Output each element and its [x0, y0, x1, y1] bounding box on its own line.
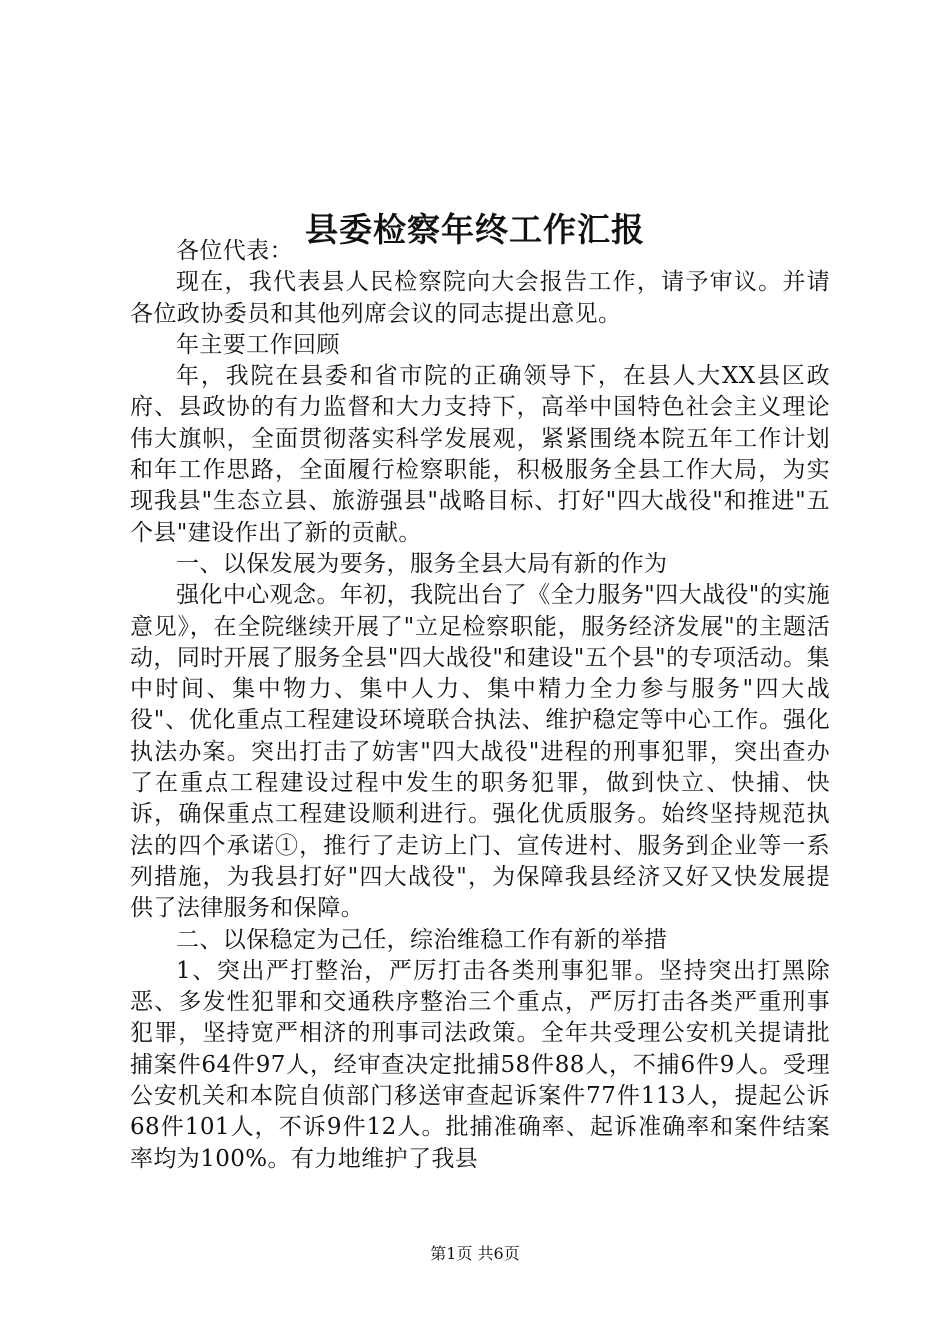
section-heading: 年主要工作回顾: [176, 331, 340, 358]
section-heading: 一、以保发展为要务，服务全县大局有新的作为: [176, 550, 668, 577]
document-title: 县委检察年终工作汇报: [305, 210, 645, 250]
salutation: 各位代表：: [176, 238, 293, 264]
paragraph: 现在，我代表县人民检察院向大会报告工作，请予审议。并请各位政协委员和其他列席会议的同志提出意见。: [130, 269, 830, 327]
paragraph: 年，我院在县委和省市院的正确领导下，在县人大XX县区政府、县政协的有力监督和大力支持下，高举中国特色社会主义理论伟大旗帜，全面贯彻落实科学发展观，紧紧围绕本院五年工作计划和年工作思路，全面履行检察职能，积极服务全县工作大局，为实现我县"生态立县、旅游强县"战略目标、打好"四大战役"和推进"五个县"建设作出了新的贡献。: [130, 363, 830, 546]
paragraph: 1、突出严打整治，严厉打击各类刑事犯罪。坚持突出打黑除恶、多发性犯罪和交通秩序整治三个重点，严厉打击各类严重刑事犯罪，坚持宽严相济的刑事司法政策。全年共受理公安机关提请批捕案件64件97人，经审查决定批捕58件88人，不捕6件9人。受理公安机关和本院自侦部门移送审查起诉案件77件113人，提起公诉68件101人，不诉9件12人。批捕准确率、起诉准确率和案件结案率均为100%。有力地维护了我县: [130, 957, 830, 1172]
section-heading: 二、以保稳定为己任，综治维稳工作有新的举措: [176, 926, 668, 953]
page-footer: 第1页 共6页: [430, 1244, 520, 1263]
paragraph: 强化中心观念。年初，我院出台了《全力服务"四大战役"的实施意见》，在全院继续开展了"立足检察职能，服务经济发展"的主题活动，同时开展了服务全县"四大战役"和建设"五个县"的专项活动。集中时间、集中物力、集中人力、集中精力全力参与服务"四大战役"、优化重点工程建设环境联合执法、维护稳定等中心工作。强化执法办案。突出打击了妨害"四大战役"进程的刑事犯罪，突出查办了在重点工程建设过程中发生的职务犯罪，做到快立、快捕、快诉，确保重点工程建设顺利进行。强化优质服务。始终坚持规范执法的四个承诺①，推行了走访上门、宣传进村、服务到企业等一系列措施，为我县打好"四大战役"，为保障我县经济又好又快发展提供了法律服务和保障。: [130, 582, 830, 922]
document-body: [130, 236, 830, 1175]
